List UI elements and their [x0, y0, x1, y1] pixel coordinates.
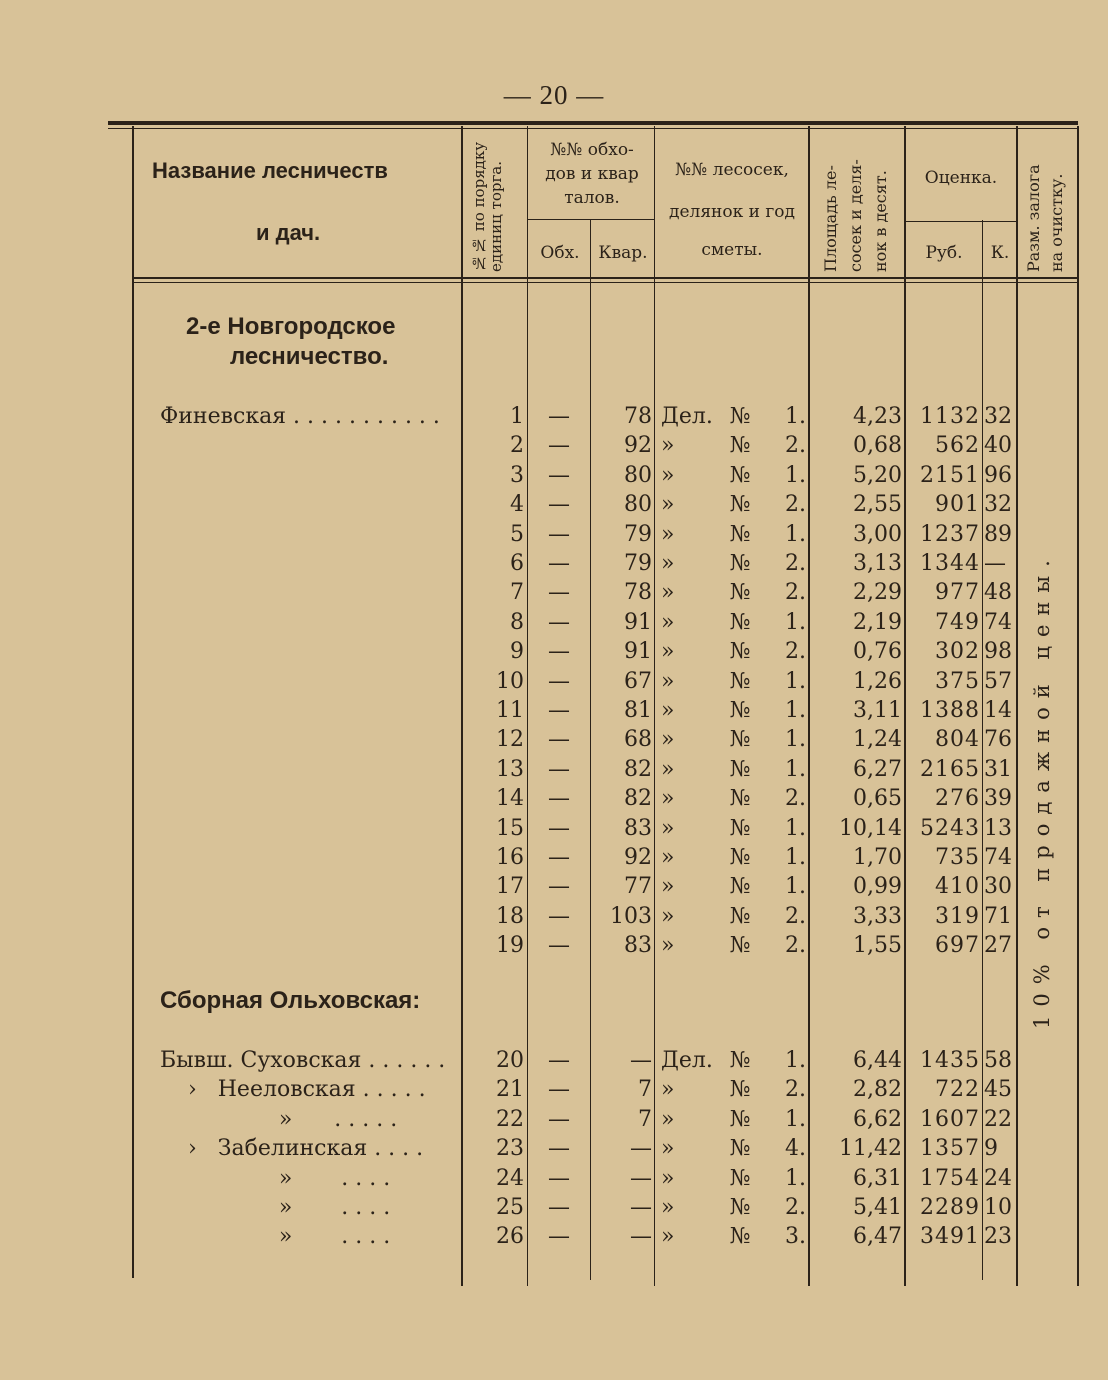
header-area-col: Площадь ле- сосек и деля- нок в десят. — [821, 159, 890, 272]
cell-name: » . . . . . — [160, 1106, 398, 1132]
cell-num: 15 — [496, 815, 524, 841]
cell-kvar: 80 — [624, 492, 652, 518]
cell-kvar: 68 — [624, 727, 652, 753]
cell-no: № — [729, 786, 751, 812]
table-row — [0, 931, 1108, 960]
cell-lot: 1. — [785, 1048, 806, 1073]
cell-rub: 697 — [935, 933, 980, 959]
cell-area: 1,24 — [853, 727, 902, 753]
header-kvar: Квар. — [598, 243, 648, 263]
cell-rub: 1344 — [920, 551, 980, 576]
cell-name: » . . . . — [160, 1165, 391, 1191]
cell-kop: 57 — [984, 668, 1012, 694]
cell-num: 17 — [496, 874, 524, 900]
cell-kvar: 67 — [624, 668, 652, 694]
deposit-note: 10% от продажной цены. — [1030, 551, 1054, 1029]
cell-kvar: — — [630, 1165, 652, 1191]
cell-lot: 2. — [785, 492, 806, 518]
cell-area: 3,11 — [853, 698, 902, 723]
cell-lot: 1. — [785, 845, 806, 870]
cell-area: 6,44 — [853, 1048, 902, 1073]
cell-no: № — [729, 1136, 751, 1162]
table-row — [0, 578, 1108, 607]
table-row — [0, 814, 1108, 843]
cell-num: 24 — [496, 1165, 524, 1191]
cell-rub: 2165 — [920, 756, 980, 782]
cell-lot: 2. — [785, 933, 806, 959]
cell-num: 10 — [496, 668, 524, 694]
cell-num: 18 — [496, 903, 524, 929]
cell-obh: — — [548, 1106, 570, 1132]
cell-rub: 749 — [935, 609, 980, 635]
cell-rub: 977 — [935, 580, 980, 606]
cell-kop: 48 — [984, 580, 1012, 606]
table-row — [0, 843, 1108, 872]
cell-kop: 74 — [984, 845, 1012, 870]
cell-kop: 32 — [984, 404, 1012, 429]
cell-kind: » — [661, 462, 675, 488]
table-row — [0, 1193, 1108, 1222]
cell-lot: 1. — [785, 874, 806, 900]
cell-rub: 319 — [935, 903, 980, 929]
cell-rub: 375 — [935, 668, 980, 694]
section-title-line1: 2-е Новгородское — [186, 313, 396, 340]
cell-kind: » — [661, 903, 675, 929]
cell-kind: » — [661, 492, 675, 518]
cell-rub: 1607 — [920, 1106, 980, 1132]
cell-area: 2,19 — [853, 609, 902, 635]
cell-obh: — — [548, 492, 570, 518]
cell-num: 8 — [510, 609, 524, 635]
cell-kind: » — [661, 786, 675, 812]
cell-rub: 1357 — [920, 1136, 980, 1162]
cell-area: 10,14 — [839, 815, 902, 841]
cell-kop: 39 — [984, 786, 1012, 812]
cell-kind: » — [661, 1077, 675, 1103]
cell-obh: — — [548, 1048, 570, 1073]
cell-num: 20 — [496, 1048, 524, 1073]
cell-lot: 1. — [785, 756, 806, 782]
cell-no: № — [729, 815, 751, 841]
cell-num: 3 — [510, 462, 524, 488]
cell-kvar: 83 — [624, 933, 652, 959]
cell-kvar: 103 — [610, 903, 652, 929]
cell-no: № — [729, 1048, 751, 1073]
cell-kind: » — [661, 756, 675, 782]
cell-kop: 9 — [984, 1136, 998, 1162]
header-deposit-col: Разм. залога на очистку. — [1024, 164, 1066, 272]
cell-area: 0,65 — [853, 786, 902, 812]
cell-kop: 96 — [984, 462, 1012, 488]
cell-obh: — — [548, 639, 570, 665]
cell-kind: » — [661, 1136, 675, 1162]
table-row — [0, 1164, 1108, 1193]
cell-kvar: 79 — [624, 551, 652, 576]
cell-kop: 31 — [984, 756, 1012, 782]
cell-num: 5 — [510, 521, 524, 547]
cell-kind: » — [661, 698, 675, 723]
cell-kvar: 80 — [624, 462, 652, 488]
cell-obh: — — [548, 1136, 570, 1162]
rounds-subheader-rule — [527, 219, 654, 220]
cell-kvar: 78 — [624, 404, 652, 429]
cell-no: № — [729, 727, 751, 753]
cell-kop: 23 — [984, 1224, 1012, 1250]
cell-num: 25 — [496, 1195, 524, 1220]
cell-no: № — [729, 1165, 751, 1191]
cell-num: 9 — [510, 639, 524, 665]
cell-kvar: 83 — [624, 815, 652, 841]
cell-kvar: 91 — [624, 609, 652, 635]
cell-kind: » — [661, 1106, 675, 1132]
cell-name: › Забелинская . . . . — [160, 1136, 424, 1162]
cell-no: № — [729, 668, 751, 694]
cell-kvar: — — [630, 1195, 652, 1220]
table-row — [0, 637, 1108, 666]
cell-area: 1,70 — [853, 845, 902, 870]
cell-rub: 901 — [935, 492, 980, 518]
cell-area: 2,55 — [853, 492, 902, 518]
cell-area: 2,29 — [853, 580, 902, 606]
cell-area: 1,26 — [853, 668, 902, 694]
cell-kind: » — [661, 845, 675, 870]
cell-lot: 2. — [785, 903, 806, 929]
header-lots-line1: №№ лесосек, — [675, 160, 789, 180]
cell-kop: 89 — [984, 521, 1012, 547]
header-name-col2: и дач. — [256, 220, 321, 245]
cell-kvar: 78 — [624, 580, 652, 606]
cell-num: 21 — [496, 1077, 524, 1103]
cell-area: 6,62 — [853, 1106, 902, 1132]
table-row — [0, 872, 1108, 901]
cell-num: 26 — [496, 1224, 524, 1250]
header-rounds-line3: талов. — [564, 188, 620, 208]
cell-lot: 1. — [785, 698, 806, 723]
cell-lot: 1. — [785, 462, 806, 488]
cell-area: 3,13 — [853, 551, 902, 576]
cell-kop: 45 — [984, 1077, 1012, 1103]
cell-num: 6 — [510, 551, 524, 576]
page-number: — 20 — — [503, 80, 605, 110]
cell-name: » . . . . — [160, 1224, 391, 1250]
header-rule — [132, 277, 1078, 279]
table-row — [0, 1222, 1108, 1251]
cell-kop: 71 — [984, 903, 1012, 929]
cell-num: 22 — [496, 1106, 524, 1132]
table-row — [0, 725, 1108, 754]
cell-obh: — — [548, 1195, 570, 1220]
table-row — [0, 402, 1108, 431]
table-row — [0, 755, 1108, 784]
header-lots-line3: сметы. — [701, 240, 763, 260]
table-row — [0, 1046, 1108, 1075]
cell-obh: — — [548, 874, 570, 900]
cell-no: № — [729, 1224, 751, 1250]
cell-kind: Дел. — [661, 404, 713, 429]
cell-kvar: 77 — [624, 874, 652, 900]
header-valuation: Оценка. — [924, 168, 998, 188]
cell-kvar: — — [630, 1136, 652, 1162]
cell-no: № — [729, 1195, 751, 1220]
cell-no: № — [729, 404, 751, 429]
table-row — [0, 431, 1108, 460]
cell-obh: — — [548, 698, 570, 723]
cell-obh: — — [548, 404, 570, 429]
cell-no: № — [729, 521, 751, 547]
cell-lot: 1. — [785, 815, 806, 841]
cell-kop: 58 — [984, 1048, 1012, 1073]
cell-obh: — — [548, 756, 570, 782]
cell-kind: » — [661, 727, 675, 753]
cell-name: » . . . . — [160, 1195, 391, 1220]
cell-kop: 22 — [984, 1106, 1012, 1132]
cell-lot: 1. — [785, 404, 806, 429]
cell-lot: 1. — [785, 727, 806, 753]
cell-area: 5,41 — [853, 1195, 902, 1220]
cell-area: 0,68 — [853, 433, 902, 459]
cell-area: 1,55 — [853, 933, 902, 959]
cell-no: № — [729, 903, 751, 929]
cell-kop: 76 — [984, 727, 1012, 753]
cell-rub: 804 — [935, 727, 980, 753]
cell-area: 5,20 — [853, 462, 902, 488]
cell-kvar: 81 — [624, 698, 652, 723]
cell-rub: 3491 — [920, 1224, 980, 1250]
cell-area: 2,82 — [853, 1077, 902, 1103]
cell-lot: 1. — [785, 609, 806, 635]
cell-rub: 410 — [935, 874, 980, 900]
cell-no: № — [729, 1077, 751, 1103]
cell-name: Финевская . . . . . . . . . . . — [160, 404, 440, 429]
cell-lot: 4. — [785, 1136, 806, 1162]
section-title-line2: лесничество. — [230, 343, 389, 370]
table-row — [0, 1105, 1108, 1134]
cell-kind: » — [661, 874, 675, 900]
cell-no: № — [729, 874, 751, 900]
cell-num: 2 — [510, 433, 524, 459]
cell-kop: 30 — [984, 874, 1012, 900]
cell-kop: — — [984, 551, 1006, 576]
cell-num: 4 — [510, 492, 524, 518]
cell-obh: — — [548, 933, 570, 959]
cell-obh: — — [548, 580, 570, 606]
cell-kop: 10 — [984, 1195, 1012, 1220]
cell-obh: — — [548, 1165, 570, 1191]
header-rounds-line1: №№ обхо- — [550, 140, 634, 160]
cell-kvar: 82 — [624, 786, 652, 812]
table-row — [0, 902, 1108, 931]
header-name-col: Название лесничеств — [152, 158, 388, 183]
cell-obh: — — [548, 433, 570, 459]
cell-kvar: 82 — [624, 756, 652, 782]
cell-obh: — — [548, 1224, 570, 1250]
cell-num: 23 — [496, 1136, 524, 1162]
cell-rub: 2289 — [920, 1195, 980, 1220]
header-rule-thin — [132, 282, 1078, 283]
table-row — [0, 461, 1108, 490]
cell-lot: 2. — [785, 551, 806, 576]
header-obh: Обх. — [540, 243, 580, 263]
cell-kvar: 79 — [624, 521, 652, 547]
header-order-col: №№ по порядку единиц торга. — [470, 141, 505, 272]
cell-rub: 1132 — [920, 404, 980, 429]
cell-rub: 735 — [935, 845, 980, 870]
cell-kvar: 7 — [638, 1077, 652, 1103]
cell-area: 11,42 — [839, 1136, 902, 1162]
cell-kind: » — [661, 639, 675, 665]
cell-kind: » — [661, 521, 675, 547]
cell-name: › Нееловская . . . . . — [160, 1077, 426, 1103]
cell-kind: Дел. — [661, 1048, 713, 1073]
cell-num: 11 — [496, 698, 524, 723]
cell-lot: 3. — [785, 1224, 806, 1250]
cell-rub: 1388 — [920, 698, 980, 723]
cell-lot: 1. — [785, 521, 806, 547]
cell-no: № — [729, 609, 751, 635]
table-row — [0, 490, 1108, 519]
cell-area: 3,33 — [853, 903, 902, 929]
cell-kop: 32 — [984, 492, 1012, 518]
cell-obh: — — [548, 521, 570, 547]
cell-kop: 24 — [984, 1165, 1012, 1191]
cell-rub: 1754 — [920, 1165, 980, 1191]
cell-num: 19 — [496, 933, 524, 959]
cell-obh: — — [548, 786, 570, 812]
cell-rub: 302 — [935, 639, 980, 665]
cell-area: 6,31 — [853, 1165, 902, 1191]
cell-rub: 5243 — [920, 815, 980, 841]
cell-no: № — [729, 580, 751, 606]
cell-num: 1 — [510, 404, 524, 429]
cell-area: 0,99 — [853, 874, 902, 900]
cell-obh: — — [548, 845, 570, 870]
cell-rub: 1237 — [920, 521, 980, 547]
table-row — [0, 608, 1108, 637]
cell-obh: — — [548, 668, 570, 694]
cell-rub: 276 — [935, 786, 980, 812]
table-row — [0, 1134, 1108, 1163]
cell-lot: 1. — [785, 1165, 806, 1191]
cell-area: 6,27 — [853, 756, 902, 782]
cell-name: Бывш. Суховская . . . . . . — [160, 1048, 446, 1073]
cell-rub: 2151 — [920, 462, 980, 488]
header-valuation-rub: Руб. — [925, 243, 963, 263]
cell-num: 7 — [510, 580, 524, 606]
table-row — [0, 696, 1108, 725]
section-title-collection: Сборная Ольховская: — [160, 987, 421, 1014]
cell-kind: » — [661, 433, 675, 459]
cell-kvar: 7 — [638, 1106, 652, 1132]
cell-kop: 27 — [984, 933, 1012, 959]
cell-kind: » — [661, 668, 675, 694]
header-rounds-line2: дов и квар — [545, 164, 639, 184]
cell-area: 6,47 — [853, 1224, 902, 1250]
cell-kind: » — [661, 609, 675, 635]
cell-kvar: — — [630, 1224, 652, 1250]
cell-obh: — — [548, 815, 570, 841]
cell-no: № — [729, 698, 751, 723]
cell-kop: 74 — [984, 609, 1012, 635]
cell-lot: 2. — [785, 433, 806, 459]
cell-lot: 2. — [785, 1195, 806, 1220]
cell-num: 14 — [496, 786, 524, 812]
cell-area: 4,23 — [853, 404, 902, 429]
cell-kind: » — [661, 933, 675, 959]
cell-num: 13 — [496, 756, 524, 782]
cell-rub: 562 — [935, 433, 980, 459]
cell-kop: 13 — [984, 815, 1012, 841]
header-valuation-kop: К. — [990, 243, 1010, 263]
cell-no: № — [729, 756, 751, 782]
header-lots-line2: делянок и год — [669, 202, 795, 222]
cell-lot: 1. — [785, 1106, 806, 1132]
cell-obh: — — [548, 462, 570, 488]
cell-obh: — — [548, 727, 570, 753]
cell-lot: 2. — [785, 580, 806, 606]
cell-kind: » — [661, 1224, 675, 1250]
cell-no: № — [729, 551, 751, 576]
cell-kvar: — — [630, 1048, 652, 1073]
top-rule-thin — [108, 128, 1078, 129]
cell-kvar: 92 — [624, 433, 652, 459]
cell-kvar: 91 — [624, 639, 652, 665]
cell-obh: — — [548, 1077, 570, 1103]
cell-rub: 722 — [935, 1077, 980, 1103]
table-row — [0, 784, 1108, 813]
cell-area: 3,00 — [853, 521, 902, 547]
table-row — [0, 1075, 1108, 1104]
cell-kind: » — [661, 815, 675, 841]
cell-no: № — [729, 462, 751, 488]
table-row — [0, 520, 1108, 549]
cell-rub: 1435 — [920, 1048, 980, 1073]
cell-lot: 1. — [785, 668, 806, 694]
cell-num: 12 — [496, 727, 524, 753]
cell-kop: 40 — [984, 433, 1012, 459]
cell-kop: 98 — [984, 639, 1012, 665]
table-row — [0, 549, 1108, 578]
top-rule — [108, 121, 1078, 125]
cell-lot: 2. — [785, 786, 806, 812]
cell-kind: » — [661, 1165, 675, 1191]
cell-kvar: 92 — [624, 845, 652, 870]
cell-no: № — [729, 639, 751, 665]
cell-kind: » — [661, 580, 675, 606]
cell-no: № — [729, 433, 751, 459]
cell-lot: 2. — [785, 1077, 806, 1103]
cell-obh: — — [548, 551, 570, 576]
table-row — [0, 667, 1108, 696]
cell-no: № — [729, 845, 751, 870]
cell-area: 0,76 — [853, 639, 902, 665]
cell-obh: — — [548, 609, 570, 635]
cell-no: № — [729, 1106, 751, 1132]
cell-no: № — [729, 492, 751, 518]
cell-kind: » — [661, 551, 675, 576]
cell-no: № — [729, 933, 751, 959]
cell-num: 16 — [496, 845, 524, 870]
cell-kop: 14 — [984, 698, 1012, 723]
cell-lot: 2. — [785, 639, 806, 665]
cell-obh: — — [548, 903, 570, 929]
valuation-subheader-rule — [904, 221, 1016, 222]
cell-kind: » — [661, 1195, 675, 1220]
